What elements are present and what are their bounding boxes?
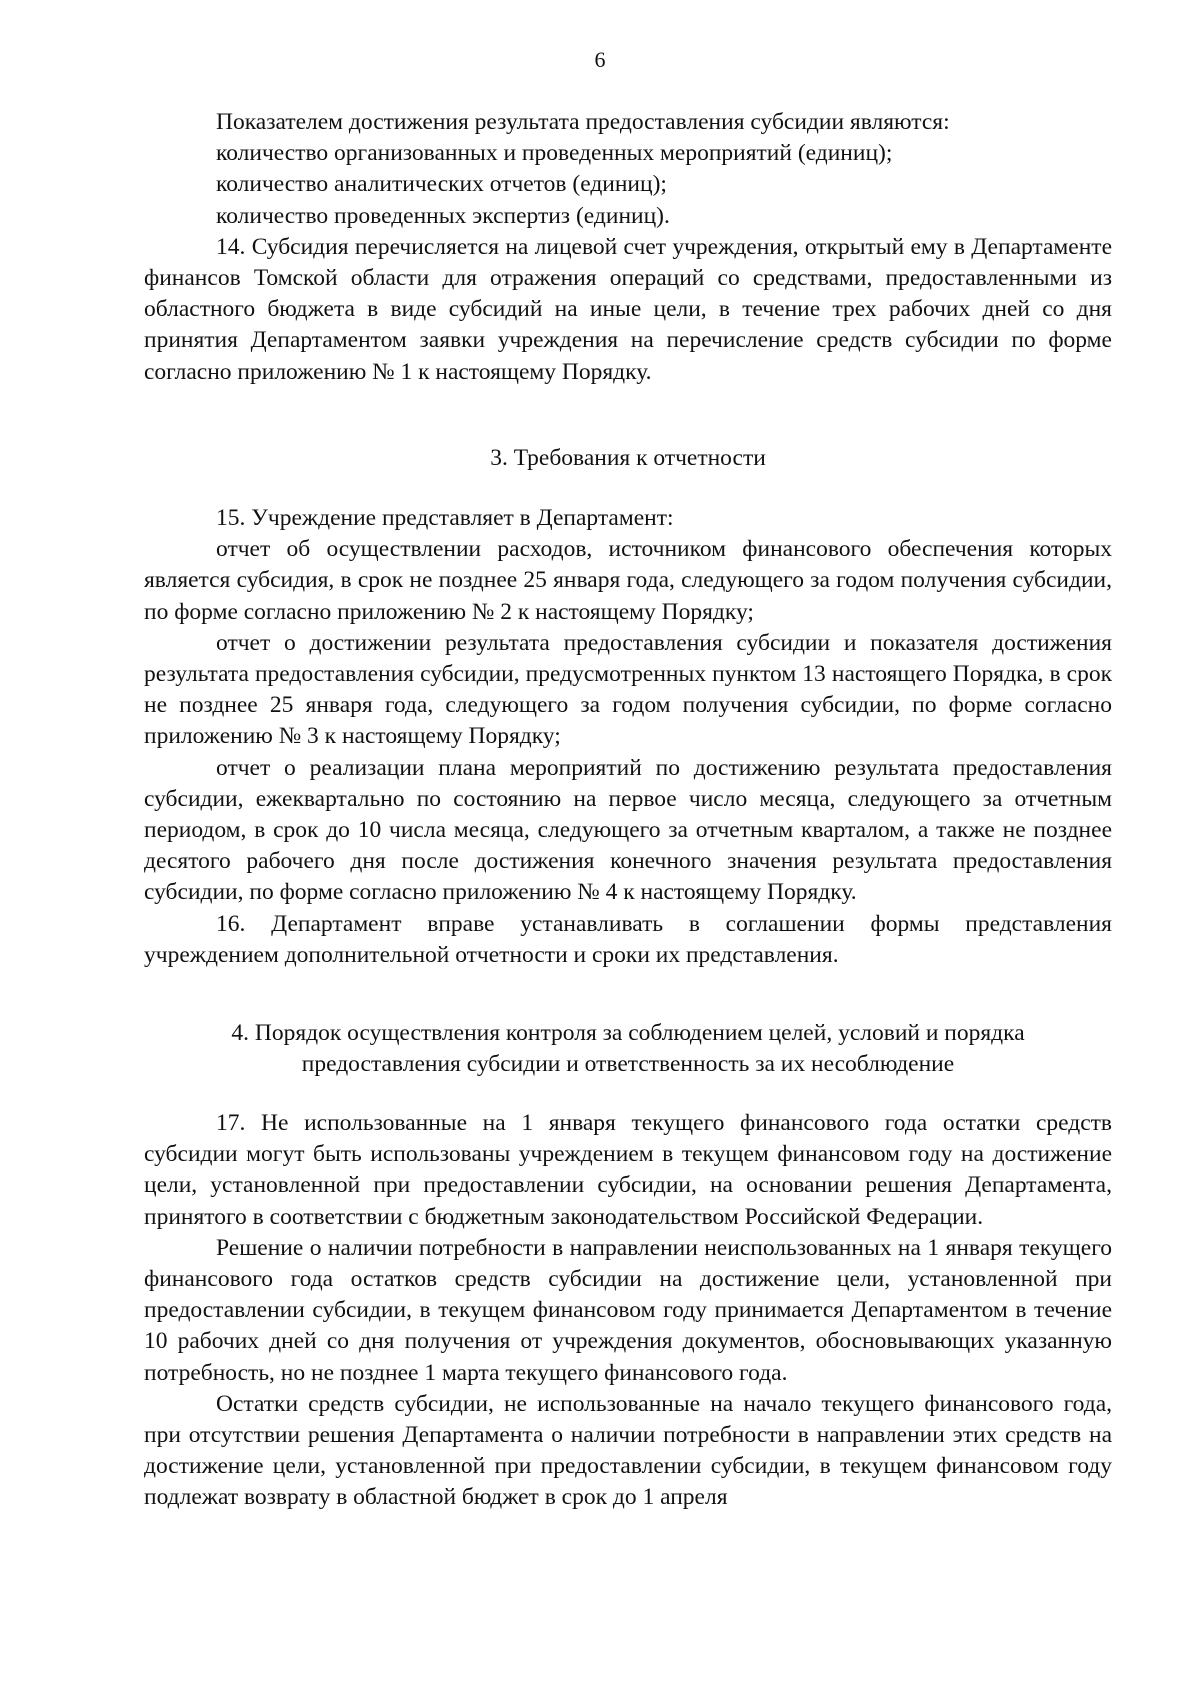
section-heading-control-line-1: 4. Порядок осуществления контроля за соблюдением целей, условий и порядка — [231, 1020, 1025, 1046]
paragraph-indicators-intro: Показателем достижения результата предоставления субсидии являются: — [216, 109, 950, 135]
paragraph-indicator-events: количество организованных и проведенных мероприятий (единиц); — [216, 140, 893, 167]
text-block-control — [144, 1108, 1112, 1514]
section-heading-control-line-2: предоставления субсидии и ответственность за их несоблюдение — [301, 1051, 955, 1078]
paragraph-clause-14: 14. Субсидия перечисляется на лицевой счет учреждения, открытый ему в Департаменте финансов Томской области для отражения операций со средствами, предоставленными из областного бюджета в виде субсидий на иные цели, в течение трех рабочих дней со дня принятия Департаментом заявки учреждения на перечисление средств субсидии по форме согласно приложению № 1 к настоящему Порядку. — [144, 233, 1112, 385]
paragraph-clause-17: 17. Не использованные на 1 января текущего финансового года остатки средств субсидии могут быть использованы учреждением в текущем финансовом году на достижение цели, установленной при предоставлении субсидии, на основании решения Департамента, принятого в соответствии с бюджетным законодательством Российской Федерации. — [144, 1110, 1112, 1230]
paragraph-report-result: отчет о достижении результата предоставления субсидии и показателя достижения результата предоставления субсидии, предусмотренных пунктом 13 настоящего Порядка, в срок не позднее 25 января года, следующего за годом получения субсидии, по форме согласно приложению № 3 к настоящему Порядку; — [144, 629, 1112, 750]
section-heading-control — [144, 1018, 1112, 1080]
paragraph-indicator-expertises: количество проведенных экспертиз (единиц). — [216, 202, 670, 229]
paragraph-report-expenses: отчет об осуществлении расходов, источником финансового обеспечения которых является субсидия, в срок не позднее 25 января года, следующего за годом получения субсидии, по форме согласно приложению № 2 к настоящему Порядку; — [144, 536, 1112, 625]
text-block-indicators — [144, 107, 1112, 388]
paragraph-decision-need: Решение о наличии потребности в направлении неиспользованных на 1 января текущего финансового года остатков средств субсидии на достижение цели, установленной при предоставлении субсидии, в текущем финансовом году принимается Департаментом в течение 10 рабочих дней со дня получения от учреждения документов, обосновывающих указанную потребность, но не позднее 1 марта текущего финансового года. — [144, 1234, 1112, 1386]
paragraph-indicator-reports: количество аналитических отчетов (единиц); — [216, 171, 667, 198]
paragraph-clause-16: 16. Департамент вправе устанавливать в соглашении формы представления учреждением дополнительной отчетности и сроки их представления. — [144, 910, 1112, 968]
paragraph-clause-15: 15. Учреждение представляет в Департамент: — [216, 505, 674, 531]
section-heading-reporting: 3. Требования к отчетности — [490, 445, 766, 471]
paragraph-report-plan: отчет о реализации плана мероприятий по достижению результата предоставления субсидии, ежеквартально по состоянию на первое число месяца, следующего за отчетным периодом, в срок до 10 числа месяца, следующего за отчетным кварталом, а также не позднее десятого рабочего дня после достижения конечного значения результата предоставления субсидии, по форме согласно приложению № 4 к настоящему Порядку. — [144, 754, 1112, 906]
page-number: 6 — [594, 47, 606, 72]
text-block-reporting — [144, 503, 1112, 971]
paragraph-remaining-funds: Остатки средств субсидии, не использованные на начало текущего финансового года, при отсутствии решения Департамента о наличии потребности в направлении этих средств на достижение цели, установленной при предоставлении субсидии, в текущем финансовом году подлежат возврату в областной бюджет в срок до 1 апреля — [144, 1390, 1112, 1511]
